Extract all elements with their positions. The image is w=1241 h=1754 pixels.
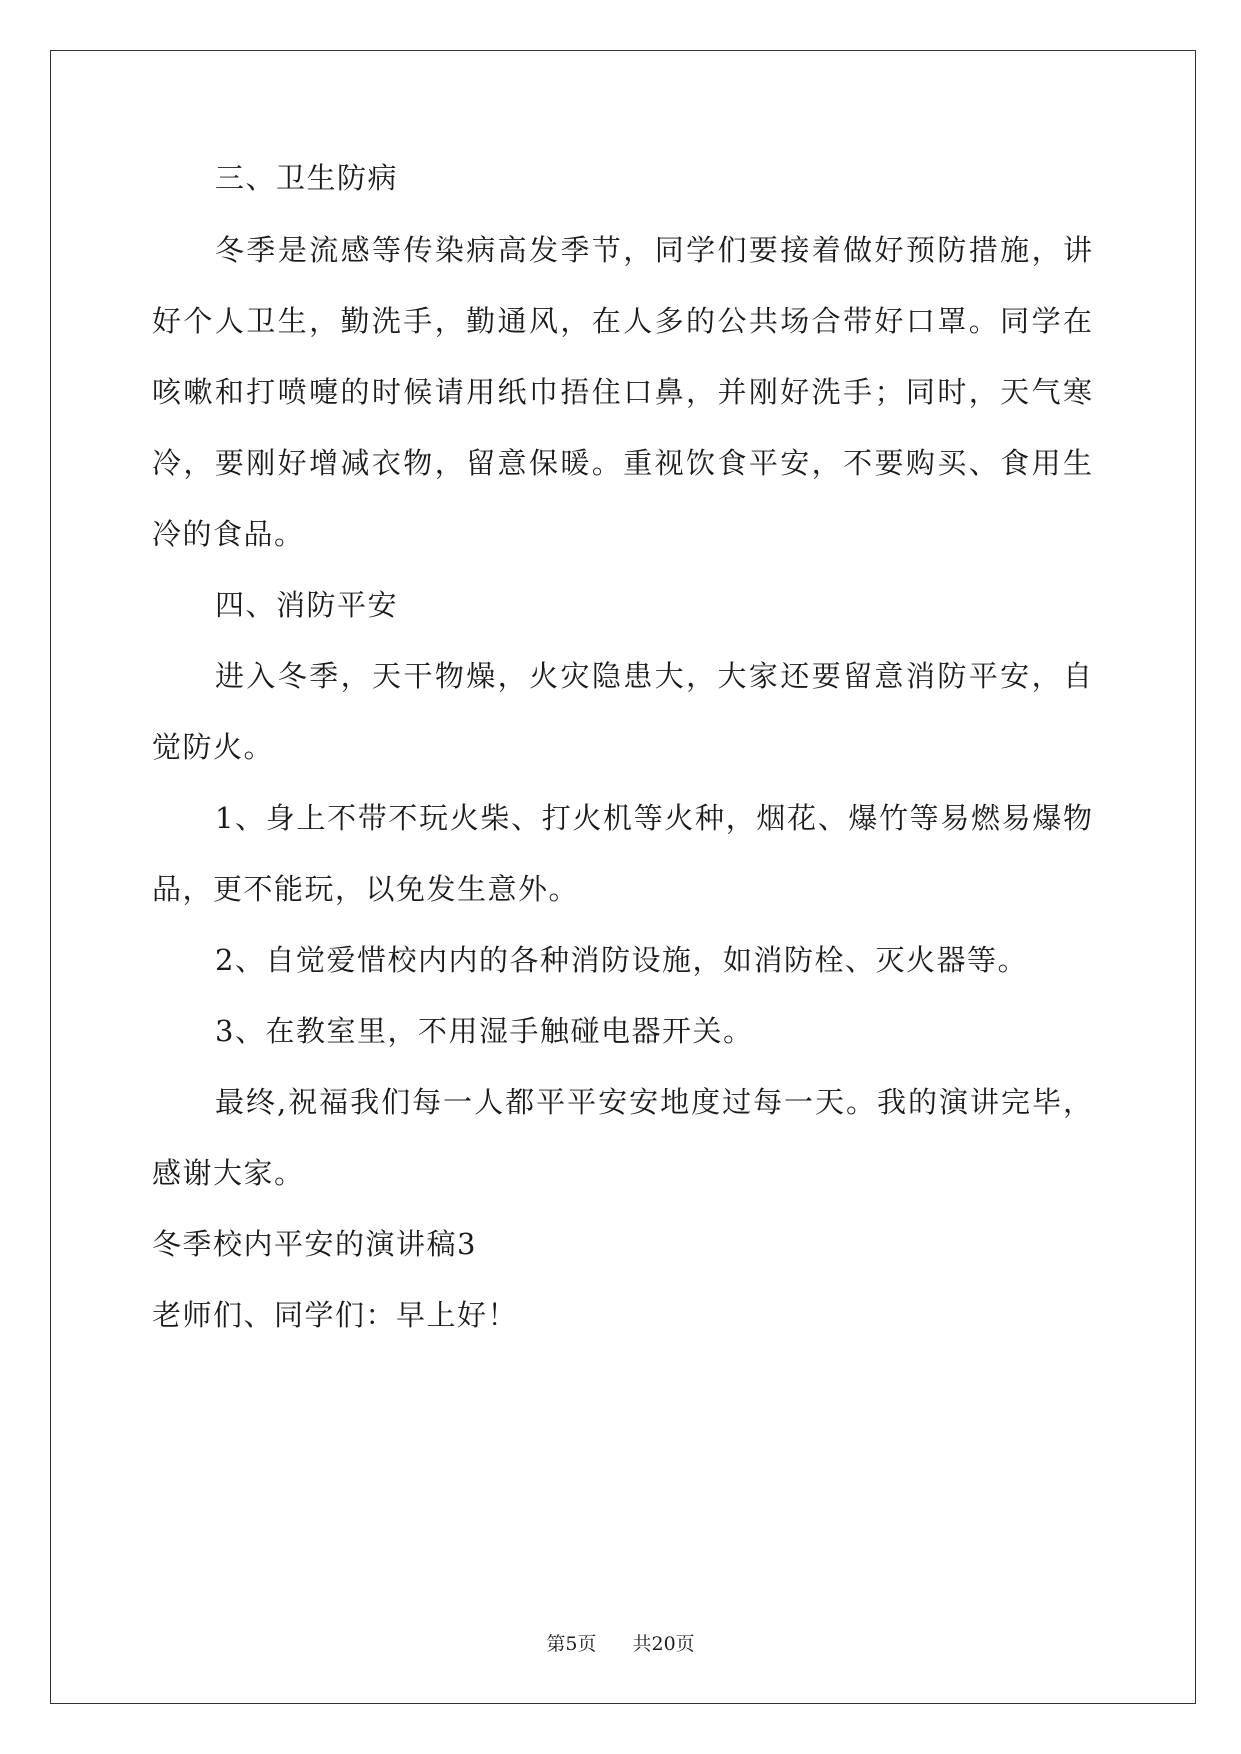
paragraph-line: 觉防火。 — [152, 730, 275, 764]
page-total: 共20页 — [632, 1633, 695, 1655]
closing-line: 感谢大家。 — [152, 1156, 305, 1190]
list-item-1-continued: 品，更不能玩，以免发生意外。 — [152, 872, 580, 906]
closing-line: 最终,祝福我们每一人都平平安安地度过每一天。我的演讲完毕， — [215, 1085, 1092, 1119]
section-heading-hygiene: 三、卫生防病 — [215, 161, 399, 195]
paragraph-line: 进入冬季，天干物燥，火灾隐患大，大家还要留意消防平安，自 — [215, 659, 1092, 693]
paragraph-line: 冷的食品。 — [152, 517, 305, 551]
paragraph-line: 咳嗽和打喷嚏的时候请用纸巾捂住口鼻，并刚好洗手；同时，天气寒 — [152, 375, 1092, 409]
section-heading-fire-safety: 四、消防平安 — [215, 588, 399, 622]
paragraph-line: 好个人卫生，勤洗手，勤通风，在人多的公共场合带好口罩。同学在 — [152, 304, 1092, 338]
list-item-2: 2、自觉爱惜校内内的各种消防设施，如消防栓、灭火器等。 — [215, 943, 1028, 977]
page-number: 第5页 — [546, 1633, 597, 1655]
paragraph-line: 冷，要刚好增减衣物，留意保暖。重视饮食平安，不要购买、食用生 — [152, 446, 1092, 480]
greeting-line: 老师们、同学们：早上好！ — [152, 1298, 519, 1332]
list-item-1: 1、身上不带不玩火柴、打火机等火种，烟花、爆竹等易燃易爆物 — [215, 801, 1092, 835]
paragraph-line: 冬季是流感等传染病高发季节，同学们要接着做好预防措施，讲 — [215, 233, 1092, 267]
list-item-3: 3、在教室里，不用湿手触碰电器开关。 — [215, 1014, 754, 1048]
speech-title: 冬季校内平安的演讲稿3 — [152, 1227, 477, 1261]
page-footer — [0, 1632, 1241, 1656]
